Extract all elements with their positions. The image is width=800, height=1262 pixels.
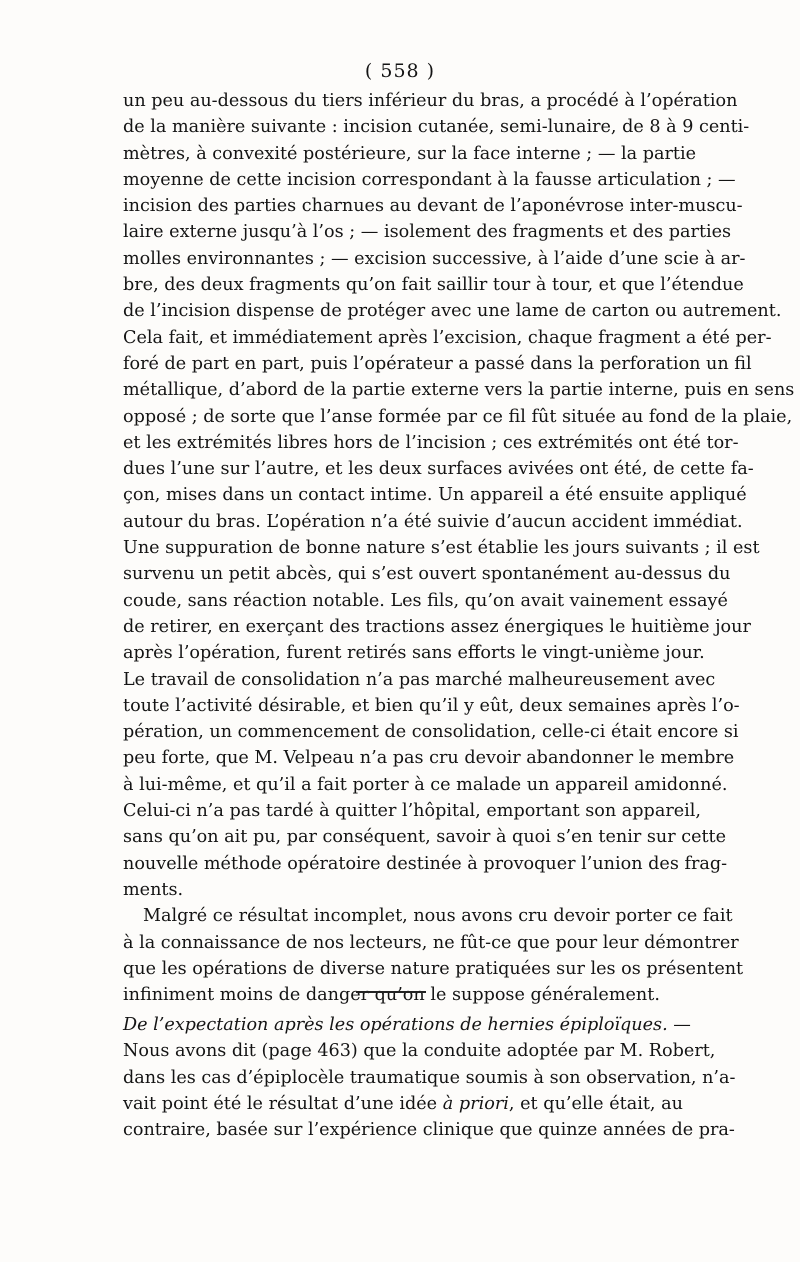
text-line: sans qu’on ait pu, par conséquent, savoir à quoi s’en tenir sur cette bbox=[123, 827, 727, 848]
text-line: toute l’activité désirable, et bien qu’il y eût, deux semaines après l’o- bbox=[123, 695, 740, 716]
text-line: à lui-même, et qu’il a fait porter à ce malade un appareil amidonné. bbox=[123, 774, 728, 795]
text-line: ments. bbox=[123, 879, 184, 900]
text-line: Celui-ci n’a pas tardé à quitter l’hôpital, emportant son appareil, bbox=[123, 801, 701, 822]
text-line: molles environnantes ; — excision successive, à l’aide d’une scie à ar- bbox=[123, 248, 746, 269]
text-line: de retirer, en exerçant des tractions assez énergiques le huitième jour bbox=[123, 616, 751, 637]
text-line: après l’opération, furent retirés sans efforts le vingt-unième jour. bbox=[123, 643, 705, 664]
text-line: pération, un commencement de consolidation, celle-ci était encore si bbox=[123, 722, 739, 743]
text-line: laire externe jusqu’à l’os ; — isolement des fragments et des parties bbox=[123, 222, 732, 243]
text-line: Cela fait, et immédiatement après l’excision, chaque fragment a été per- bbox=[123, 327, 772, 348]
section-title-dash: — bbox=[667, 1015, 691, 1035]
text-line: incision des parties charnues au devant de l’aponévrose inter-muscu- bbox=[123, 196, 743, 217]
paragraph-operation-description bbox=[123, 88, 795, 903]
text-line: mètres, à convexité postérieure, sur la face interne ; — la partie bbox=[123, 143, 696, 164]
section-separator bbox=[356, 991, 426, 993]
section-hernies bbox=[123, 1012, 736, 1143]
text-line: que les opérations de diverse nature pratiquées sur les os présentent bbox=[123, 958, 744, 979]
text-line: bre, des deux fragments qu’on fait saillir tour à tour, et que l’étendue bbox=[123, 275, 744, 296]
text-line: moyenne de cette incision correspondant à la fausse articulation ; — bbox=[123, 169, 736, 190]
text-line: un peu au-dessous du tiers inférieur du bras, a procédé à l’opération bbox=[123, 91, 738, 111]
text-line: métallique, d’abord de la partie externe vers la partie interne, puis en sens bbox=[123, 380, 795, 401]
text-line: infiniment moins de danger qu’on le suppose généralement. bbox=[123, 985, 660, 1006]
text-line: nouvelle méthode opératoire destinée à provoquer l’union des frag- bbox=[123, 853, 728, 874]
section-text-line: dans les cas d’épiplocèle traumatique soumis à son observation, n’a- bbox=[123, 1067, 736, 1088]
text-line: de la manière suivante : incision cutanée, semi-lunaire, de 8 à 9 centi- bbox=[123, 117, 750, 138]
text-line: et les extrémités libres hors de l’incision ; ces extrémités ont été tor- bbox=[123, 432, 739, 453]
section-text-fragment: , et qu’elle était, au bbox=[508, 1093, 684, 1114]
text-line: survenu un petit abcès, qui s’est ouvert spontanément au-dessus du bbox=[123, 564, 731, 585]
text-line: çon, mises dans un contact intime. Un appareil a été ensuite appliqué bbox=[123, 485, 747, 506]
page-number: ( 558 ) bbox=[364, 60, 436, 82]
section-title-line bbox=[123, 1012, 691, 1038]
text-line: Une suppuration de bonne nature s’est établie les jours suivants ; il est bbox=[123, 538, 760, 559]
text-line: de l’incision dispense de protéger avec une lame de carton ou autrement. bbox=[123, 301, 782, 322]
main-text bbox=[123, 88, 795, 1008]
text-line: coude, sans réaction notable. Les fils, qu’on avait vainement essayé bbox=[123, 590, 728, 611]
text-line: à la connaissance de nos lecteurs, ne fût-ce que pour leur démontrer bbox=[123, 932, 739, 953]
section-text-line: contraire, basée sur l’expérience clinique que quinze années de pra- bbox=[123, 1120, 735, 1141]
text-line: opposé ; de sorte que l’anse formée par ce fil fût située au fond de la plaie, bbox=[123, 406, 793, 427]
text-line: Malgré ce résultat incomplet, nous avons cru devoir porter ce fait bbox=[143, 906, 733, 927]
text-line: dues l’une sur l’autre, et les deux surfaces avivées ont été, de cette fa- bbox=[123, 459, 754, 480]
section-title: De l’expectation après les opérations de hernies épiploïques. bbox=[123, 1015, 668, 1035]
a-priori-italic: à priori bbox=[442, 1093, 509, 1114]
text-line: Le travail de consolidation n’a pas marché malheureusement avec bbox=[123, 669, 716, 690]
text-line: foré de part en part, puis l’opérateur a passé dans la perforation un fil bbox=[123, 353, 752, 374]
section-text-fragment: vait point été le résultat d’une idée bbox=[123, 1093, 443, 1114]
section-text-line: Nous avons dit (page 463) que la conduite adoptée par M. Robert, bbox=[123, 1041, 716, 1062]
section-text-line bbox=[123, 1091, 683, 1117]
text-line: peu forte, que M. Velpeau n’a pas cru devoir abandonner le membre bbox=[123, 748, 735, 769]
text-line: autour du bras. L’opération n’a été suivie d’aucun accident immédiat. bbox=[123, 511, 743, 532]
